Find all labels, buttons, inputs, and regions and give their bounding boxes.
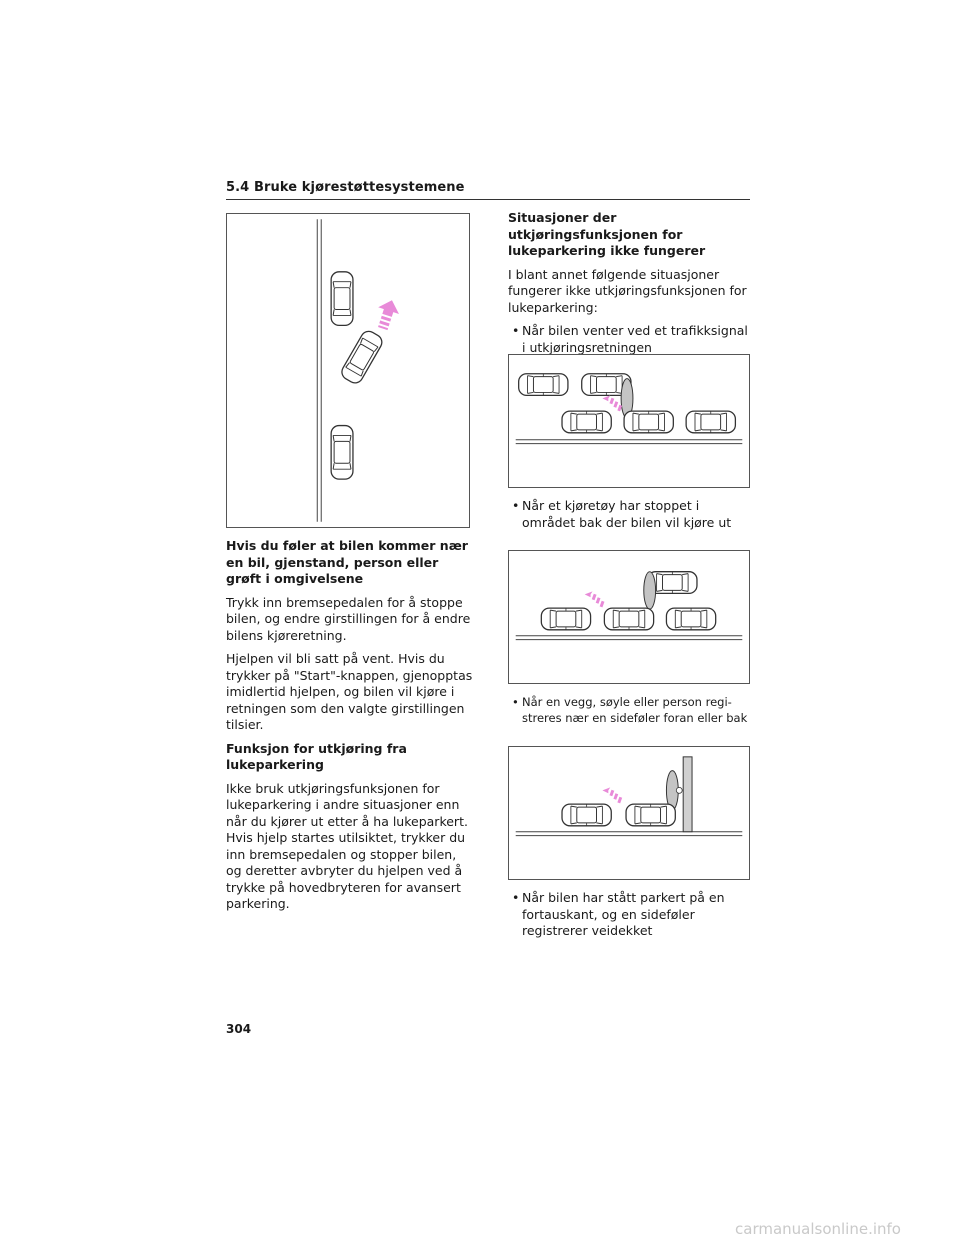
right-column-bullet4: [508, 890, 754, 947]
bullet-traffic-signal: • Når bilen venter ved et trafikksignal i utkjøringsretningen: [508, 323, 754, 356]
figure-vehicle-behind: [508, 550, 750, 684]
paragraph-exit-warning: Ikke bruk utkjøringsfunksjonen for lukeparkering i andre situasjoner enn når du kjører ut etter å ha lukeparkert. Hvis hjelp startes utilsiktet, trykker du inn bremsepedalen og stopper bilen, og deretter avbryter du hjelpen ved å trykke på hovedbryteren for avansert parkering.: [226, 780, 468, 911]
figure-wall-pillar: [508, 746, 750, 880]
paragraph-brake: Trykk inn bremsepedalen for å stoppe bilen, og endre girstillingen for å endre bilens kjøreretning.: [226, 594, 471, 643]
bullet-vehicle-behind: • Når et kjøretøy har stoppet i området bak der bilen vil kjøre ut: [508, 498, 754, 531]
figure-traffic-signal: [508, 354, 750, 488]
heading-exit-function: Funksjon for utkjøring fra lukeparkering: [226, 740, 407, 772]
paragraph-intro: I blant annet følgende situasjoner fungerer ikke utkjøringsfunksjonen for lukeparkering:: [508, 266, 747, 315]
right-column-bullet3: [508, 695, 754, 733]
figure-parallel-exit: [226, 213, 470, 528]
paragraph-resume: Hjelpen vil bli satt på vent. Hvis du trykker på "Start"-knappen, gjenopptas imidlertid hjelpen, og bilen vil kjøre i retningen som den valgte girstillingen tilsier.: [226, 651, 473, 732]
watermark: carmanualsonline.info: [735, 1220, 901, 1238]
left-column: [226, 538, 474, 920]
heading-car-close: Hvis du føler at bilen kommer nær en bil, gjenstand, person eller grøft i omgivelsene: [226, 538, 468, 586]
page-number: 304: [226, 1022, 252, 1036]
heading-not-working: Situasjoner der utkjøringsfunksjonen for lukeparkering ikke fungerer: [508, 210, 706, 258]
bullet-curb: • Når bilen har stått parkert på en fortauskant, og en sideføler registrerer veidekket: [508, 890, 754, 940]
header-rule: [226, 199, 750, 200]
right-column-intro: [508, 210, 754, 363]
bullet-wall-pillar: • Når en vegg, søyle eller person regi- streres nær en sideføler foran eller bak: [508, 695, 754, 726]
section-title: 5.4 Bruke kjørestøttesystemene: [226, 180, 465, 195]
right-column-bullet2: [508, 498, 754, 538]
